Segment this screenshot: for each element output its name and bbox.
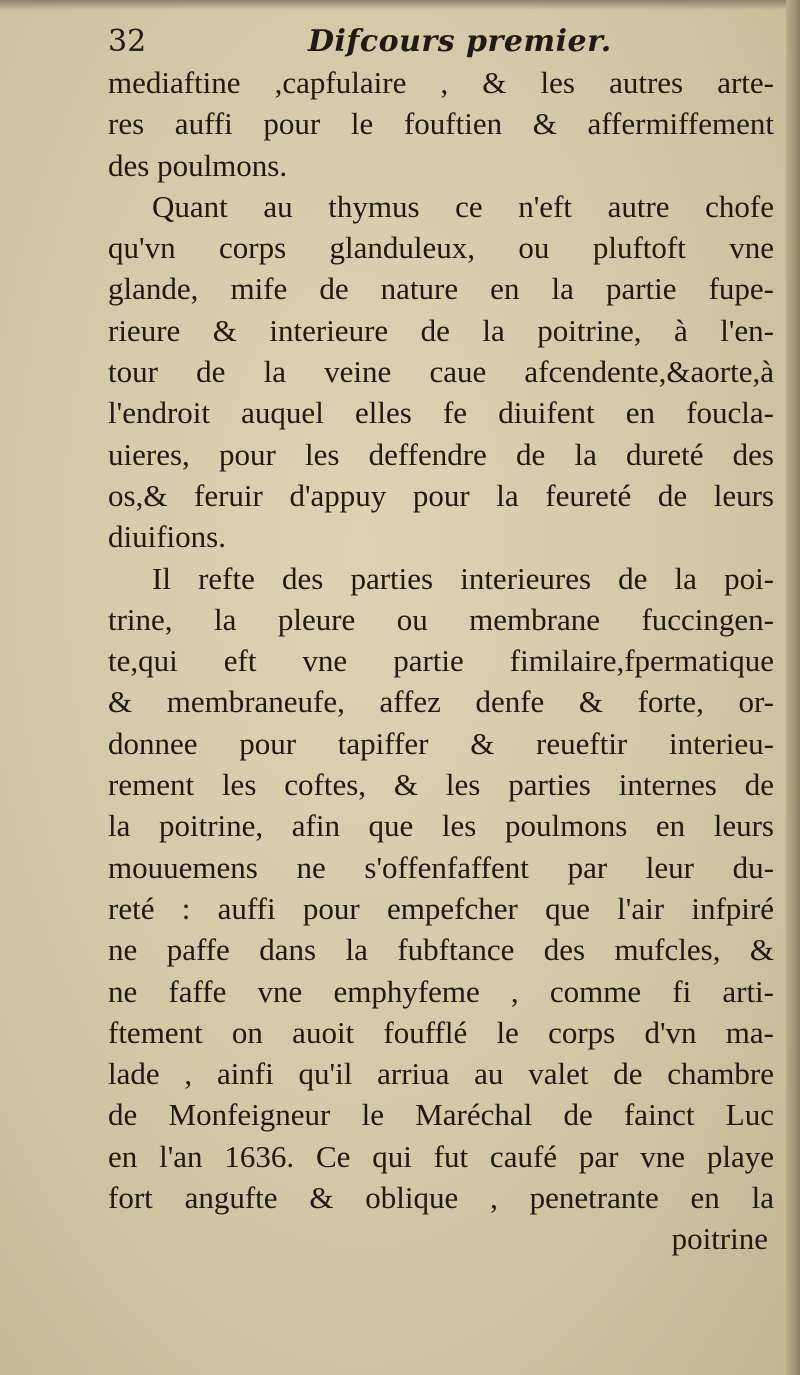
text-line: te,qui eft vne partie fimilaire,fpermatique xyxy=(108,643,774,679)
text-line: mediaftine ,capfulaire , & les autres arte- xyxy=(108,65,774,100)
text-line: glande, mife de nature en la partie fupe- xyxy=(108,271,774,307)
text-line: ne faffe vne emphyfeme , comme fi arti- xyxy=(108,973,774,1009)
text-line: trine, la pleure ou membrane fuccingen- xyxy=(108,601,774,637)
text-line: rieure & interieure de la poitrine, à l'en- xyxy=(108,312,774,348)
text-line: res auffi pour le fouftien & affermiffement xyxy=(108,106,774,142)
page-edge xyxy=(786,0,800,1375)
text-line: ne paffe dans la fubftance des mufcles, & xyxy=(108,932,774,968)
text-line: uieres, pour les deffendre de la dureté des xyxy=(108,436,774,472)
catchword: poitrine xyxy=(671,1221,768,1257)
text-line: ftement on auoit foufflé le corps d'vn ma- xyxy=(108,1014,774,1050)
text-line: mouuemens ne s'offenfaffent par leur du- xyxy=(108,849,774,885)
text-line: lade , ainfi qu'il arriua au valet de chambre xyxy=(108,1056,774,1092)
text-line: fort angufte & oblique , penetrante en la xyxy=(108,1180,774,1216)
text-line: des poulmons. xyxy=(108,147,288,183)
text-line: tour de la veine caue afcendente,&aorte,à xyxy=(108,354,774,390)
text-line: diuifions. xyxy=(108,519,226,555)
text-line: qu'vn corps glanduleux, ou pluftoft vne xyxy=(108,230,774,266)
top-shadow xyxy=(0,0,800,10)
text-line: en l'an 1636. Ce qui fut caufé par vne playe xyxy=(108,1138,774,1174)
text-line: de Monfeigneur le Maréchal de fainct Luc xyxy=(108,1097,774,1133)
text-line: donnee pour tapiffer & reueftir interieu- xyxy=(108,725,774,761)
running-title: Difcours premier. xyxy=(308,24,612,59)
text-line: l'endroit auquel elles fe diuifent en foucla- xyxy=(108,395,774,431)
text-line: la poitrine, afin que les poulmons en leurs xyxy=(108,808,774,844)
text-line: Il refte des parties interieures de la poi- xyxy=(152,560,774,596)
text-line: reté : auffi pour empefcher que l'air infpiré xyxy=(108,890,774,926)
text-line: os,& feruir d'appuy pour la feureté de leurs xyxy=(108,477,774,513)
body-text xyxy=(108,62,774,1260)
text-line: rement les coftes, & les parties internes de xyxy=(108,767,774,803)
text-line: Quant au thymus ce n'eft autre chofe xyxy=(152,188,774,224)
text-line: & membraneufe, affez denfe & forte, or- xyxy=(108,684,774,720)
page-number: 32 xyxy=(108,24,147,59)
